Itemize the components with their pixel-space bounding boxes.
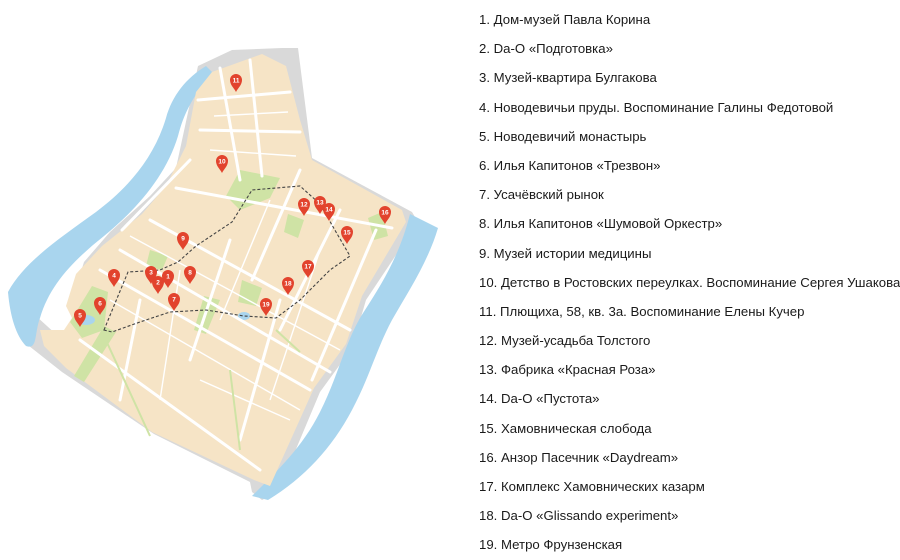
district-area [40, 54, 406, 486]
marker-label: 17 [304, 263, 312, 271]
legend-item[interactable]: 16. Анзор Пасечник «Daydream» [479, 449, 679, 465]
district-map [0, 0, 440, 553]
legend-item[interactable]: 5. Новодевичий монастырь [479, 128, 647, 144]
legend-item[interactable]: 15. Хамовническая слобода [479, 420, 652, 436]
marker-label: 16 [381, 209, 389, 217]
marker-label: 11 [232, 77, 240, 85]
legend-item[interactable]: 11. Плющиха, 58, кв. 3а. Воспоминание Елены Кучер [479, 303, 805, 319]
marker-label: 6 [98, 300, 102, 308]
marker-label: 18 [284, 280, 292, 288]
marker-label: 2 [156, 279, 160, 287]
marker-label: 1 [166, 273, 170, 281]
legend-item[interactable]: 3. Музей-квартира Булгакова [479, 70, 657, 86]
marker-label: 13 [316, 199, 324, 207]
marker-label: 15 [343, 229, 351, 237]
marker-label: 14 [325, 206, 333, 214]
marker-label: 10 [218, 158, 226, 166]
legend-item[interactable]: 17. Комплекс Хамовнических казарм [479, 479, 705, 494]
legend-item[interactable]: 12. Музей-усадьба Толстого [479, 333, 651, 349]
marker-label: 12 [300, 201, 308, 209]
legend-item[interactable]: 14. Da-O «Пустота» [479, 391, 600, 407]
marker-label: 3 [149, 269, 153, 277]
marker-label: 4 [112, 272, 116, 280]
marker-label: 5 [78, 312, 82, 320]
legend-item[interactable]: 6. Илья Капитонов «Трезвон» [479, 157, 661, 173]
legend-item[interactable]: 9. Музей истории медицины [479, 245, 652, 261]
legend-item[interactable]: 19. Метро Фрунзенская [479, 537, 623, 553]
marker-label: 8 [188, 269, 192, 277]
legend-item[interactable]: 4. Новодевичьи пруды. Воспоминание Галины Федотовой [479, 99, 834, 115]
legend-item[interactable]: 8. Илья Капитонов «Шумовой Оркестр» [479, 216, 723, 232]
marker-label: 9 [181, 235, 185, 243]
legend-item[interactable]: 10. Детство в Ростовских переулках. Воспоминание Сергея Ушакова [479, 274, 900, 290]
marker-label: 7 [172, 296, 176, 304]
legend-item[interactable]: 18. Da-O «Glissando experiment» [479, 508, 679, 524]
legend-item[interactable]: 2. Da-O «Подготовка» [479, 41, 613, 57]
legend-item[interactable]: 13. Фабрика «Красная Роза» [479, 362, 656, 378]
legend-item[interactable]: 7. Усачёвский рынок [479, 187, 604, 203]
legend [479, 5, 900, 560]
marker-label: 19 [262, 301, 270, 309]
legend-item[interactable]: 1. Дом-музей Павла Корина [479, 12, 651, 27]
